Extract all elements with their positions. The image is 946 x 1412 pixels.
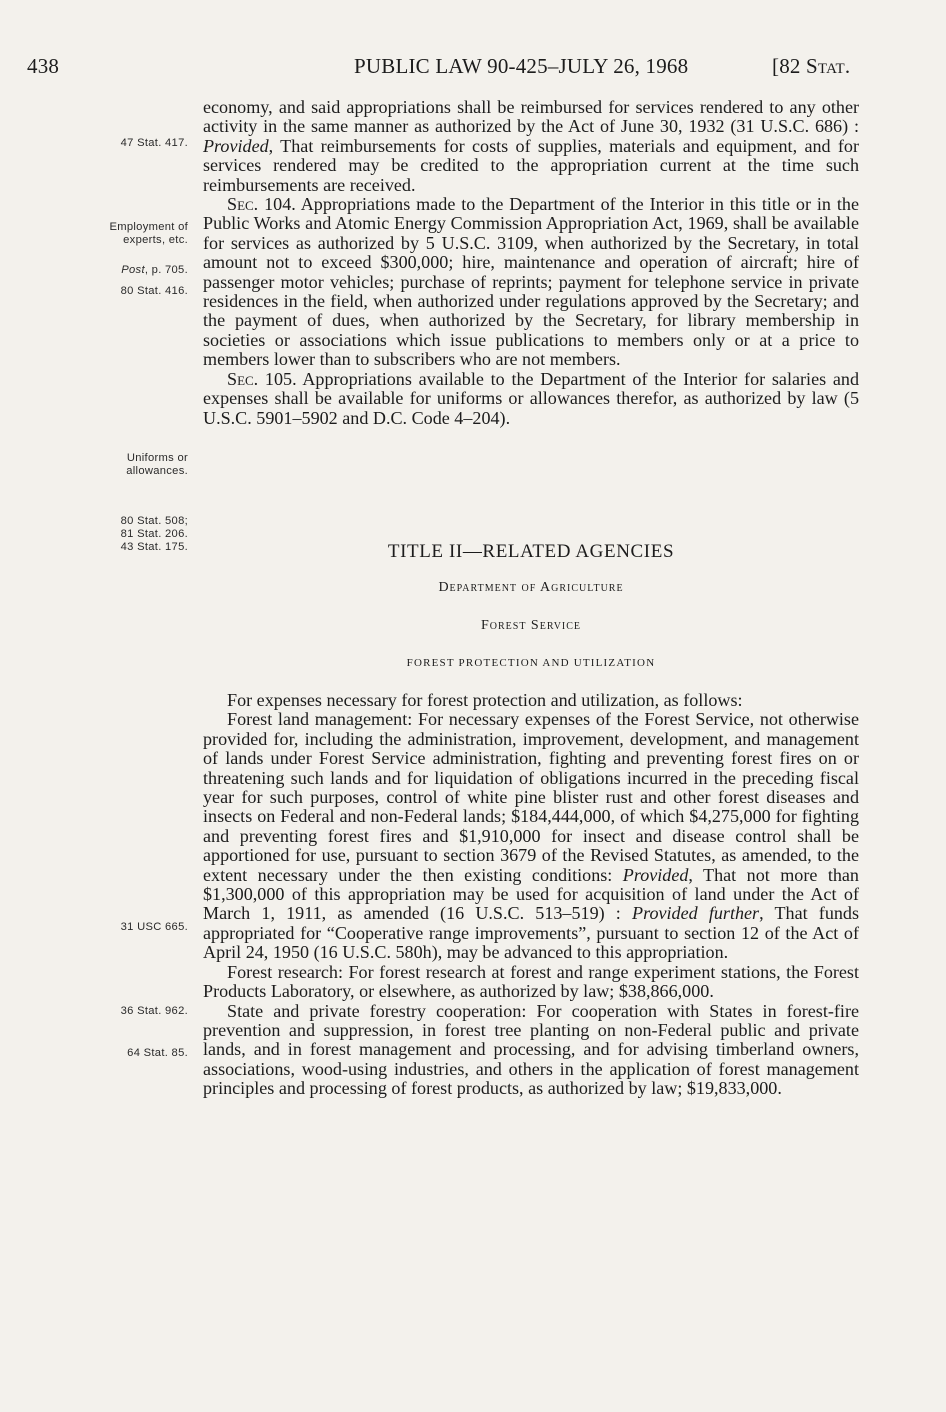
text-run: 104. Appropriations made to the Department of the Interior in this title or in the Public Works and Atomic Energy Commission Appropriation Act, 1969, shall be available for services as authorized by 5 U.S.C. 3109, when authorized by the Secretary, in total amount not to exceed $300,000; hire, maintenance and operation of aircraft; hire of passenger motor vehicles; purchase of reprints; payment for telephone service in private residences in the field, when authorized under regulations approved by the Secretary; and the payment of dues, when authorized by the Secretary, for library membership in societies or associations which issue publications to members only or at a price to members lower than to subscribers who are not members. — [203, 194, 859, 370]
paragraph-forest-land-management — [203, 710, 859, 962]
statute-volume — [772, 54, 850, 79]
margin-note-64-stat: 64 Stat. 85. — [127, 1047, 188, 1059]
margin-note-post — [38, 264, 188, 277]
margin-note-line: allowances. — [126, 465, 188, 477]
page-number: 438 — [27, 54, 60, 78]
paragraph-reimbursement — [203, 98, 859, 195]
service-heading: Forest Service — [480, 618, 582, 633]
title-heading: TITLE II—RELATED AGENCIES — [387, 541, 675, 562]
margin-note-80-stat: 80 Stat. 416. — [120, 285, 188, 297]
margin-note-line: Uniforms or — [126, 452, 188, 464]
margin-note-post-rest: , p. 705. — [144, 264, 188, 276]
margin-note-employment — [38, 221, 188, 247]
paragraph-sec-105 — [203, 370, 859, 428]
running-head: PUBLIC LAW 90-425–JULY 26, 1968 — [354, 54, 689, 78]
margin-note-line: 81 Stat. 206. — [120, 528, 188, 540]
subject-heading: FOREST PROTECTION AND UTILIZATION — [406, 657, 656, 669]
proviso-italic: Provided — [203, 135, 269, 156]
margin-note-47-stat: 47 Stat. 417. — [120, 137, 188, 149]
margin-note-line: Employment of — [109, 221, 188, 233]
text-run: economy, and said appropriations shall be reimbursed for services rendered to any other activity in the same manner as authorized by the Act of June 30, 1932 (31 U.S.C. 686) : — [203, 97, 859, 137]
body-bottom — [203, 691, 859, 1099]
margin-note-post-italic: Post — [121, 264, 145, 276]
text-run: 105. Appropriations available to the Department of the Interior for salaries and expenses shall be available for uniforms or allowances therefor, as authorized by law (5 U.S.C. 5901–5902 and D.C. Code 4–204). — [203, 368, 859, 428]
proviso-italic: Provided further — [632, 903, 760, 924]
section-label: Sec. — [227, 194, 259, 215]
paragraph-sec-104 — [203, 195, 859, 370]
margin-note-stat-refs — [38, 515, 188, 554]
paragraph-intro: For expenses necessary for forest protection and utilization, as follows: — [227, 690, 743, 710]
department-heading: Department of Agriculture — [438, 580, 624, 595]
margin-note-line: 43 Stat. 175. — [120, 541, 188, 553]
text-run: Forest land management: For necessary expenses of the Forest Service, not otherwise provided for, including the administration, improvement, development, and management of lands under Forest Service administration, fighting and preventing forest fires on or threatening such lands and for liquidation of obligations incurred in the preceding fiscal year for such purposes, control of white pine blister rust and other forest diseases and insects on Federal and non-Federal lands; $184,444,000, of which $4,275,000 for fighting and preventing forest fires and $1,910,000 for insect and disease control shall be apportioned for use, pursuant to section 3679 of the Revised Statutes, as amended, to the extent necessary under the then existing conditions: — [203, 709, 859, 885]
margin-note-31-usc: 31 USC 665. — [120, 921, 188, 933]
paragraph-state-private-forestry: State and private forestry cooperation: For cooperation with States in forest-fire prevention and suppression, in forest tree planting on non-Federal public and private lands, and in forest management and processing, and for advising timberland owners, associations, wood-using industries, and others in the application of forest management principles and processing of forest products, as authorized by law; $19,833,000. — [203, 1000, 859, 1099]
proviso-italic: Provided — [622, 864, 689, 885]
statute-bracket: [82 — [772, 54, 807, 78]
margin-note-line: experts, etc. — [123, 234, 188, 246]
text-run: , That reimbursements for costs of supplies, materials and equipment, and for services rendered may be credited to the appropriation current at the time such reimbursements are received. — [203, 135, 859, 195]
section-label: Sec. — [227, 368, 259, 389]
margin-note-36-stat: 36 Stat. 962. — [120, 1005, 188, 1017]
text-run: , That funds appropriated for “Cooperative range improvements”, pursuant to section 12 of the Act of April 24, 1950 (16 U.S.C. 580h), may be advanced to this appropriation. — [203, 903, 860, 963]
body-top — [203, 98, 859, 428]
statute-word: Stat. — [806, 54, 851, 78]
paragraph-forest-research: Forest research: For forest research at forest and range experiment stations, the Forest Products Laboratory, or elsewhere, as authorized by law; $38,866,000. — [203, 961, 859, 1002]
margin-note-uniforms — [38, 452, 188, 478]
margin-note-line: 80 Stat. 508; — [120, 515, 188, 527]
text-run: , That not more than $1,300,000 of this appropriation may be used for acquisition of land under the Act of March 1, 1911, as amended (16 U.S.C. 513–519) : — [203, 864, 859, 924]
